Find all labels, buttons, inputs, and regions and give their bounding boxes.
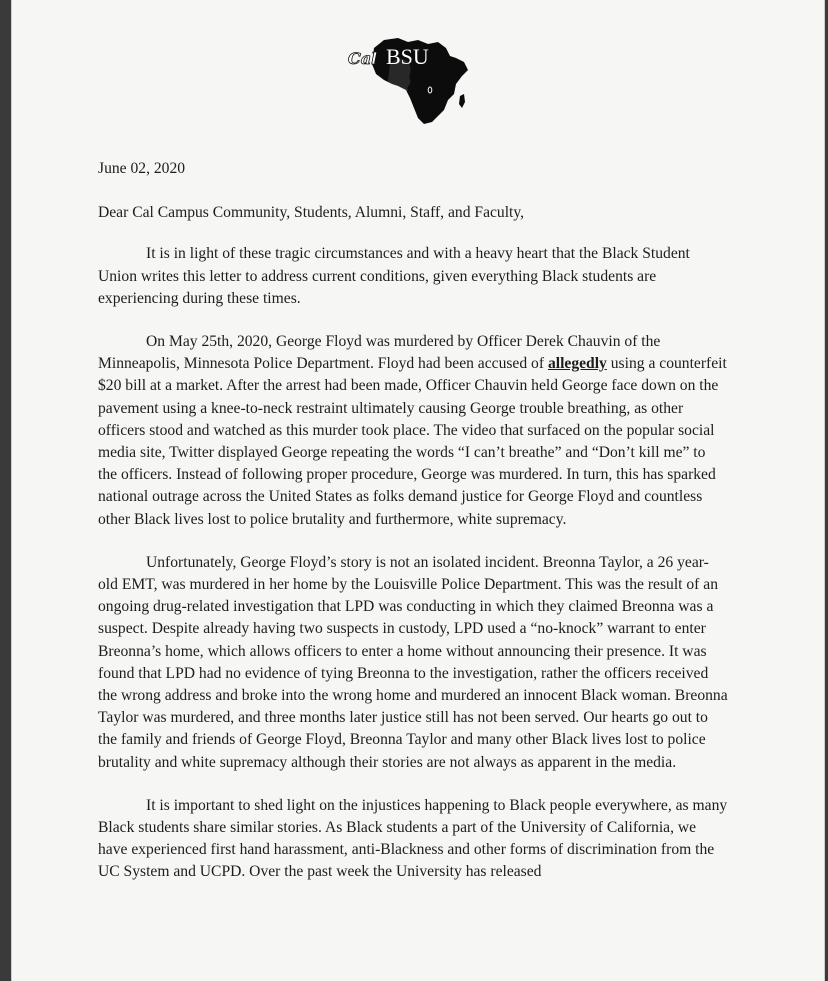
emphasis-allegedly: allegedly xyxy=(547,355,607,373)
logo-cal-text: Cal xyxy=(348,49,378,68)
paragraph-intro: It is in light of these tragic circumstances and with a heavy heart that the Black Student Union writes this letter to address current conditions, given everything Black students are experiencing during these times. xyxy=(98,245,690,307)
paragraph-george-floyd-part1: On May 25th, 2020, George Floyd was murdered by Officer Derek Chauvin of the Minneapolis, Minnesota Police Department. Floyd had been accused of xyxy=(98,333,661,373)
letter-greeting: Dear Cal Campus Community, Students, Alumni, Staff, and Faculty, xyxy=(98,204,525,222)
letter-page xyxy=(12,0,824,981)
paragraph-injustices: It is important to shed light on the injustices happening to Black people everywhere, as many Black students share similar stories. As Black students a part of the University of California, we have experienced first hand harassment, anti-Blackness and other forms of discrimination from the UC System and UCPD. Over the past week the University has released xyxy=(98,796,728,881)
paragraph-breonna-taylor: Unfortunately, George Floyd’s story is not an isolated incident. Breonna Taylor, a 26 year-old EMT, was murdered in her home by the Louisville Police Department. This was the result of an ongoing drug-related investigation that LPD was conducting in which they claimed Breonna was a suspect. Despite already having two suspects in custody, LPD used a “no-knock” warrant to enter Breonna’s home, which allows officers to enter a home without announcing their presence. It was found that LPD had no evidence of tying Breonna to the investigation, rather the officers received the wrong address and broke into the wrong home and murdered an innocent Black woman. Breonna Taylor was murdered, and three months later justice still has not been served. Our hearts go out to the family and friends of George Floyd, Breonna Taylor and many other Black lives lost to police brutality and white supremacy although their stories are not always as apparent in the media. xyxy=(98,553,728,771)
letter-date: June 02, 2020 xyxy=(98,160,186,177)
paragraph-george-floyd xyxy=(98,331,728,531)
paragraph-george-floyd-part2: using a counterfeit $20 bill at a market. After the arrest had been made, Officer Chauvin held George face down on the pavement using a knee-to-neck restraint ultimately causing George trouble breathing, as other officers stood and watched as this murder took place. The video that surfaced on the popular social media site, Twitter displayed George repeating the words “I can’t breathe” and “Don’t kill me” to the officers. Instead of following proper procedure, George was murdered. In turn, this has sparked national outrage across the United States as folks demand justice for George Floyd and countless other Black lives lost to police brutality and furthermore, white supremacy. xyxy=(98,355,727,528)
logo-bsu-text: BSU xyxy=(386,44,429,69)
bsu-logo xyxy=(346,34,476,126)
africa-silhouette-icon xyxy=(346,34,476,126)
letter-body xyxy=(98,158,728,905)
